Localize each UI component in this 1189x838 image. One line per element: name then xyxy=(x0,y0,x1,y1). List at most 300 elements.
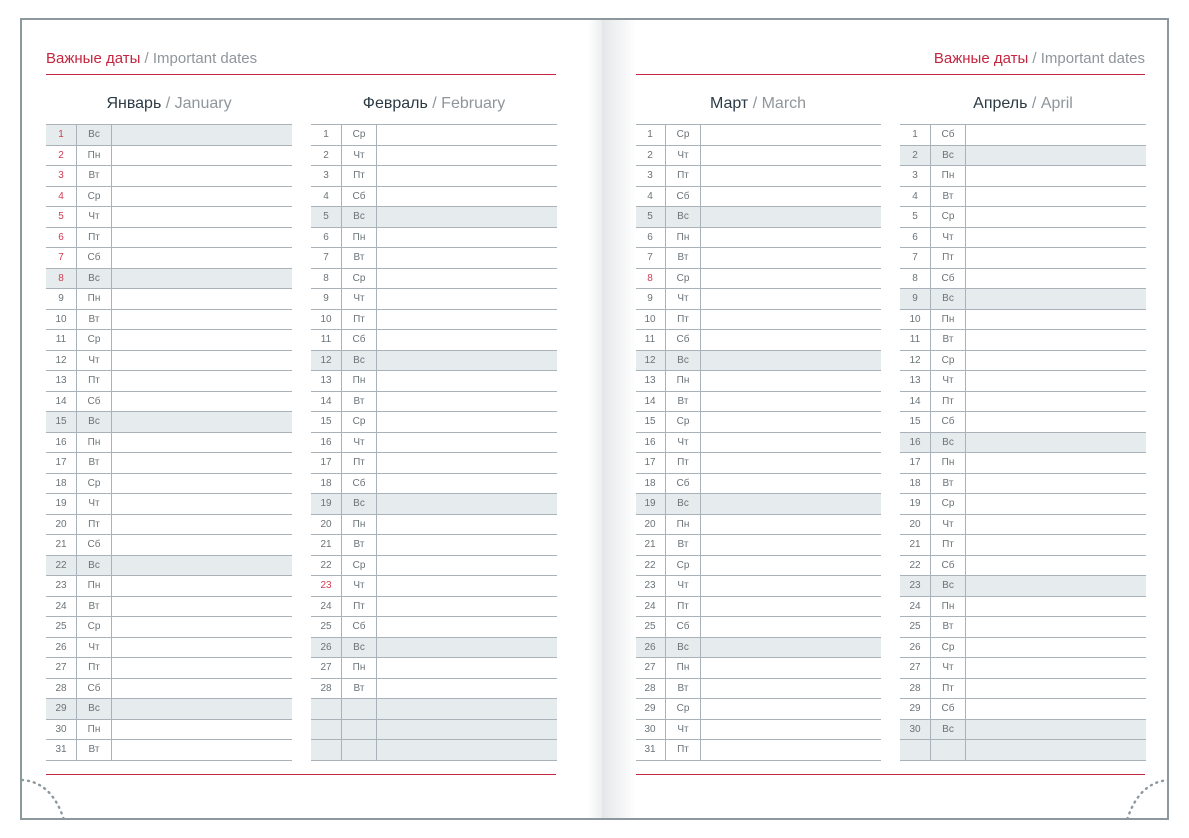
day-number: 1 xyxy=(46,125,77,145)
day-of-week: Чт xyxy=(342,289,377,309)
day-number: 2 xyxy=(46,146,77,166)
note-area[interactable] xyxy=(377,658,557,678)
day-of-week: Ср xyxy=(77,187,112,207)
day-of-week: Пн xyxy=(77,289,112,309)
note-area[interactable] xyxy=(377,330,557,350)
note-area[interactable] xyxy=(701,371,881,391)
day-row xyxy=(311,268,557,289)
day-row xyxy=(900,391,1146,412)
day-row xyxy=(900,145,1146,166)
note-area[interactable] xyxy=(112,125,292,145)
header-ru: Важные даты xyxy=(46,50,141,67)
page-header-left xyxy=(46,50,257,74)
day-row xyxy=(900,493,1146,514)
day-row xyxy=(46,575,292,596)
day-number: 29 xyxy=(46,699,77,719)
day-row xyxy=(900,165,1146,186)
day-row xyxy=(46,657,292,678)
day-number: 27 xyxy=(311,658,342,678)
note-area[interactable] xyxy=(377,310,557,330)
note-area[interactable] xyxy=(112,679,292,699)
note-area[interactable] xyxy=(112,515,292,535)
note-area[interactable] xyxy=(966,269,1146,289)
note-area[interactable] xyxy=(377,412,557,432)
note-area[interactable] xyxy=(377,453,557,473)
month-title-separator: / xyxy=(165,95,171,112)
note-area[interactable] xyxy=(377,679,557,699)
note-area[interactable] xyxy=(112,228,292,248)
footer-rule xyxy=(635,774,1145,775)
note-area[interactable] xyxy=(112,453,292,473)
day-of-week: Пн xyxy=(342,371,377,391)
day-row xyxy=(311,534,557,555)
day-number: 25 xyxy=(311,617,342,637)
day-number: 10 xyxy=(46,310,77,330)
header-separator: / xyxy=(144,50,149,67)
day-number: 9 xyxy=(900,289,931,309)
note-area[interactable] xyxy=(112,310,292,330)
month-title xyxy=(311,95,557,113)
note-area[interactable] xyxy=(377,576,557,596)
note-area[interactable] xyxy=(966,330,1146,350)
day-row xyxy=(46,719,292,740)
note-area[interactable] xyxy=(112,740,292,760)
note-area[interactable] xyxy=(966,289,1146,309)
day-of-week: Вт xyxy=(931,330,966,350)
day-of-week: Сб xyxy=(342,617,377,637)
note-area[interactable] xyxy=(701,576,881,596)
day-row xyxy=(46,288,292,309)
day-of-week: Пт xyxy=(666,740,701,760)
month-title-separator: / xyxy=(1031,95,1037,112)
month-title xyxy=(900,95,1146,113)
note-area[interactable] xyxy=(966,597,1146,617)
day-row xyxy=(900,432,1146,453)
day-of-week: Пн xyxy=(77,576,112,596)
day-row xyxy=(46,473,292,494)
note-area[interactable] xyxy=(701,658,881,678)
day-row xyxy=(635,268,881,289)
note-area[interactable] xyxy=(112,720,292,740)
day-of-week: Ср xyxy=(666,412,701,432)
day-number: 16 xyxy=(900,433,931,453)
day-row xyxy=(900,124,1146,145)
day-number: 20 xyxy=(635,515,666,535)
note-area[interactable] xyxy=(377,146,557,166)
month-title xyxy=(46,95,292,113)
day-row xyxy=(900,637,1146,658)
note-area[interactable] xyxy=(377,166,557,186)
day-number: 20 xyxy=(900,515,931,535)
note-area[interactable] xyxy=(701,535,881,555)
note-area[interactable] xyxy=(966,310,1146,330)
note-area[interactable] xyxy=(701,494,881,514)
note-area[interactable] xyxy=(966,412,1146,432)
note-area[interactable] xyxy=(377,289,557,309)
note-area[interactable] xyxy=(966,453,1146,473)
note-area[interactable] xyxy=(112,330,292,350)
day-number xyxy=(311,699,342,719)
note-area[interactable] xyxy=(966,351,1146,371)
day-row xyxy=(311,124,557,145)
note-area[interactable] xyxy=(112,658,292,678)
day-of-week: Вс xyxy=(77,699,112,719)
note-area[interactable] xyxy=(112,166,292,186)
note-area[interactable] xyxy=(112,597,292,617)
day-of-week: Сб xyxy=(931,699,966,719)
note-area[interactable] xyxy=(966,166,1146,186)
day-number: 17 xyxy=(311,453,342,473)
footer-rule xyxy=(46,774,556,775)
day-number: 14 xyxy=(311,392,342,412)
note-area[interactable] xyxy=(112,289,292,309)
day-row xyxy=(46,124,292,145)
day-row xyxy=(900,698,1146,719)
note-area[interactable] xyxy=(701,269,881,289)
day-row xyxy=(311,678,557,699)
day-row xyxy=(311,596,557,617)
note-area[interactable] xyxy=(112,576,292,596)
note-area[interactable] xyxy=(701,474,881,494)
note-area[interactable] xyxy=(966,248,1146,268)
day-of-week: Вс xyxy=(77,556,112,576)
day-row xyxy=(900,616,1146,637)
day-number: 6 xyxy=(900,228,931,248)
day-of-week: Ср xyxy=(931,351,966,371)
day-number: 30 xyxy=(900,720,931,740)
day-number: 7 xyxy=(900,248,931,268)
day-of-week: Сб xyxy=(666,474,701,494)
note-area[interactable] xyxy=(377,248,557,268)
note-area[interactable] xyxy=(966,433,1146,453)
note-area[interactable] xyxy=(701,740,881,760)
day-grid xyxy=(635,124,881,761)
note-area[interactable] xyxy=(701,699,881,719)
day-number: 2 xyxy=(635,146,666,166)
note-area[interactable] xyxy=(112,699,292,719)
note-area[interactable] xyxy=(701,330,881,350)
note-area[interactable] xyxy=(112,207,292,227)
note-area[interactable] xyxy=(377,228,557,248)
note-area[interactable] xyxy=(377,187,557,207)
note-area[interactable] xyxy=(701,207,881,227)
note-area[interactable] xyxy=(377,351,557,371)
note-area[interactable] xyxy=(377,515,557,535)
note-area[interactable] xyxy=(701,412,881,432)
note-area[interactable] xyxy=(701,392,881,412)
day-of-week: Сб xyxy=(931,125,966,145)
note-area[interactable] xyxy=(701,453,881,473)
note-area[interactable] xyxy=(701,515,881,535)
day-row xyxy=(635,288,881,309)
day-of-week: Сб xyxy=(666,617,701,637)
day-of-week: Сб xyxy=(666,187,701,207)
note-area[interactable] xyxy=(112,248,292,268)
note-area[interactable] xyxy=(377,207,557,227)
day-number: 5 xyxy=(900,207,931,227)
day-number: 14 xyxy=(46,392,77,412)
note-area[interactable] xyxy=(966,494,1146,514)
day-row xyxy=(635,616,881,637)
note-area[interactable] xyxy=(701,351,881,371)
day-row xyxy=(635,678,881,699)
day-of-week: Ср xyxy=(666,269,701,289)
note-area[interactable] xyxy=(701,146,881,166)
day-number: 30 xyxy=(635,720,666,740)
day-row xyxy=(46,452,292,473)
day-of-week: Вт xyxy=(342,535,377,555)
day-row xyxy=(46,227,292,248)
note-area[interactable] xyxy=(112,269,292,289)
day-row xyxy=(311,309,557,330)
day-of-week: Пт xyxy=(931,535,966,555)
note-area[interactable] xyxy=(966,740,1146,760)
day-number: 18 xyxy=(900,474,931,494)
note-area[interactable] xyxy=(966,658,1146,678)
note-area[interactable] xyxy=(377,720,557,740)
day-row xyxy=(311,206,557,227)
note-area[interactable] xyxy=(966,146,1146,166)
day-row xyxy=(900,452,1146,473)
note-area[interactable] xyxy=(377,638,557,658)
note-area[interactable] xyxy=(112,412,292,432)
day-of-week: Ср xyxy=(342,556,377,576)
day-number: 27 xyxy=(900,658,931,678)
planner-spread xyxy=(20,18,1169,820)
note-area[interactable] xyxy=(701,248,881,268)
day-of-week: Вс xyxy=(342,207,377,227)
day-row xyxy=(635,657,881,678)
day-number: 30 xyxy=(46,720,77,740)
day-of-week: Пт xyxy=(77,228,112,248)
note-area[interactable] xyxy=(701,228,881,248)
note-area[interactable] xyxy=(966,371,1146,391)
note-area[interactable] xyxy=(112,392,292,412)
note-area[interactable] xyxy=(966,228,1146,248)
note-area[interactable] xyxy=(377,371,557,391)
day-row xyxy=(635,493,881,514)
note-area[interactable] xyxy=(966,474,1146,494)
day-of-week: Чт xyxy=(931,371,966,391)
day-of-week: Пт xyxy=(666,310,701,330)
day-number: 8 xyxy=(46,269,77,289)
note-area[interactable] xyxy=(701,720,881,740)
day-row xyxy=(900,411,1146,432)
day-row xyxy=(311,637,557,658)
note-area[interactable] xyxy=(112,638,292,658)
note-area[interactable] xyxy=(112,187,292,207)
day-number: 2 xyxy=(900,146,931,166)
day-number: 12 xyxy=(635,351,666,371)
day-row xyxy=(635,309,881,330)
day-number: 29 xyxy=(635,699,666,719)
note-area[interactable] xyxy=(112,433,292,453)
day-number: 9 xyxy=(46,289,77,309)
note-area[interactable] xyxy=(112,474,292,494)
day-row xyxy=(311,514,557,535)
day-number: 16 xyxy=(46,433,77,453)
day-row xyxy=(311,657,557,678)
day-number: 17 xyxy=(900,453,931,473)
day-of-week: Ср xyxy=(77,474,112,494)
gutter-shadow-right xyxy=(602,20,636,818)
day-row xyxy=(635,739,881,761)
day-of-week: Вт xyxy=(77,597,112,617)
day-of-week: Пн xyxy=(666,658,701,678)
note-area[interactable] xyxy=(377,556,557,576)
day-number: 19 xyxy=(46,494,77,514)
day-row xyxy=(46,370,292,391)
day-of-week: Ср xyxy=(342,269,377,289)
day-row xyxy=(900,370,1146,391)
note-area[interactable] xyxy=(377,597,557,617)
day-of-week: Пт xyxy=(931,679,966,699)
day-row xyxy=(46,432,292,453)
month-title-en: January xyxy=(174,95,232,112)
day-of-week: Вс xyxy=(342,351,377,371)
note-area[interactable] xyxy=(966,125,1146,145)
day-number: 4 xyxy=(311,187,342,207)
note-area[interactable] xyxy=(701,638,881,658)
note-area[interactable] xyxy=(701,125,881,145)
day-number: 11 xyxy=(46,330,77,350)
day-number: 14 xyxy=(635,392,666,412)
day-row xyxy=(311,370,557,391)
note-area[interactable] xyxy=(377,535,557,555)
note-area[interactable] xyxy=(966,720,1146,740)
day-row xyxy=(46,268,292,289)
note-area[interactable] xyxy=(701,617,881,637)
note-area[interactable] xyxy=(377,433,557,453)
note-area[interactable] xyxy=(966,187,1146,207)
note-area[interactable] xyxy=(966,535,1146,555)
note-area[interactable] xyxy=(701,597,881,617)
day-of-week: Чт xyxy=(931,658,966,678)
note-area[interactable] xyxy=(701,187,881,207)
day-row xyxy=(635,247,881,268)
day-row xyxy=(635,124,881,145)
note-area[interactable] xyxy=(377,474,557,494)
day-number: 13 xyxy=(311,371,342,391)
note-area[interactable] xyxy=(377,125,557,145)
day-of-week: Вт xyxy=(342,679,377,699)
day-number: 17 xyxy=(635,453,666,473)
note-area[interactable] xyxy=(966,207,1146,227)
note-area[interactable] xyxy=(966,576,1146,596)
day-number: 1 xyxy=(635,125,666,145)
note-area[interactable] xyxy=(112,556,292,576)
day-number: 25 xyxy=(635,617,666,637)
day-of-week: Чт xyxy=(342,576,377,596)
day-of-week: Чт xyxy=(931,228,966,248)
day-row xyxy=(311,432,557,453)
day-number: 10 xyxy=(900,310,931,330)
day-row xyxy=(46,698,292,719)
note-area[interactable] xyxy=(112,535,292,555)
note-area[interactable] xyxy=(377,269,557,289)
note-area[interactable] xyxy=(966,556,1146,576)
note-area[interactable] xyxy=(966,638,1146,658)
note-area[interactable] xyxy=(377,494,557,514)
day-row xyxy=(311,350,557,371)
day-number: 22 xyxy=(900,556,931,576)
day-row xyxy=(635,165,881,186)
day-row xyxy=(635,534,881,555)
note-area[interactable] xyxy=(112,371,292,391)
note-area[interactable] xyxy=(966,515,1146,535)
note-area[interactable] xyxy=(112,351,292,371)
note-area[interactable] xyxy=(966,617,1146,637)
note-area[interactable] xyxy=(701,433,881,453)
day-number: 7 xyxy=(311,248,342,268)
day-of-week xyxy=(342,720,377,740)
note-area[interactable] xyxy=(377,699,557,719)
day-row xyxy=(46,637,292,658)
day-of-week: Чт xyxy=(77,494,112,514)
day-row xyxy=(311,165,557,186)
day-row xyxy=(635,555,881,576)
day-number xyxy=(311,740,342,760)
day-number: 24 xyxy=(311,597,342,617)
day-row xyxy=(635,227,881,248)
note-area[interactable] xyxy=(701,556,881,576)
day-row xyxy=(900,288,1146,309)
day-number: 13 xyxy=(46,371,77,391)
day-number: 14 xyxy=(900,392,931,412)
note-area[interactable] xyxy=(966,392,1146,412)
day-of-week: Ср xyxy=(931,207,966,227)
day-number: 28 xyxy=(900,679,931,699)
day-number: 28 xyxy=(46,679,77,699)
note-area[interactable] xyxy=(701,289,881,309)
note-area[interactable] xyxy=(701,166,881,186)
day-of-week: Чт xyxy=(666,433,701,453)
day-of-week: Пт xyxy=(77,658,112,678)
day-number: 23 xyxy=(635,576,666,596)
note-area[interactable] xyxy=(701,679,881,699)
note-area[interactable] xyxy=(966,699,1146,719)
note-area[interactable] xyxy=(112,617,292,637)
day-of-week: Чт xyxy=(666,720,701,740)
day-row xyxy=(46,247,292,268)
day-row xyxy=(900,186,1146,207)
day-number: 4 xyxy=(635,187,666,207)
day-of-week: Сб xyxy=(342,187,377,207)
day-row xyxy=(311,145,557,166)
day-row xyxy=(900,473,1146,494)
day-of-week: Пн xyxy=(666,228,701,248)
day-row xyxy=(311,411,557,432)
day-of-week: Вс xyxy=(666,207,701,227)
day-of-week: Чт xyxy=(342,146,377,166)
note-area[interactable] xyxy=(701,310,881,330)
day-of-week: Ср xyxy=(342,125,377,145)
day-of-week: Пн xyxy=(666,371,701,391)
note-area[interactable] xyxy=(966,679,1146,699)
day-of-week: Пн xyxy=(77,433,112,453)
day-row xyxy=(635,698,881,719)
day-row xyxy=(900,206,1146,227)
day-of-week: Вс xyxy=(931,720,966,740)
note-area[interactable] xyxy=(377,617,557,637)
note-area[interactable] xyxy=(112,146,292,166)
note-area[interactable] xyxy=(112,494,292,514)
day-number: 11 xyxy=(900,330,931,350)
note-area[interactable] xyxy=(377,392,557,412)
day-number: 15 xyxy=(900,412,931,432)
note-area[interactable] xyxy=(377,740,557,760)
day-row xyxy=(311,186,557,207)
